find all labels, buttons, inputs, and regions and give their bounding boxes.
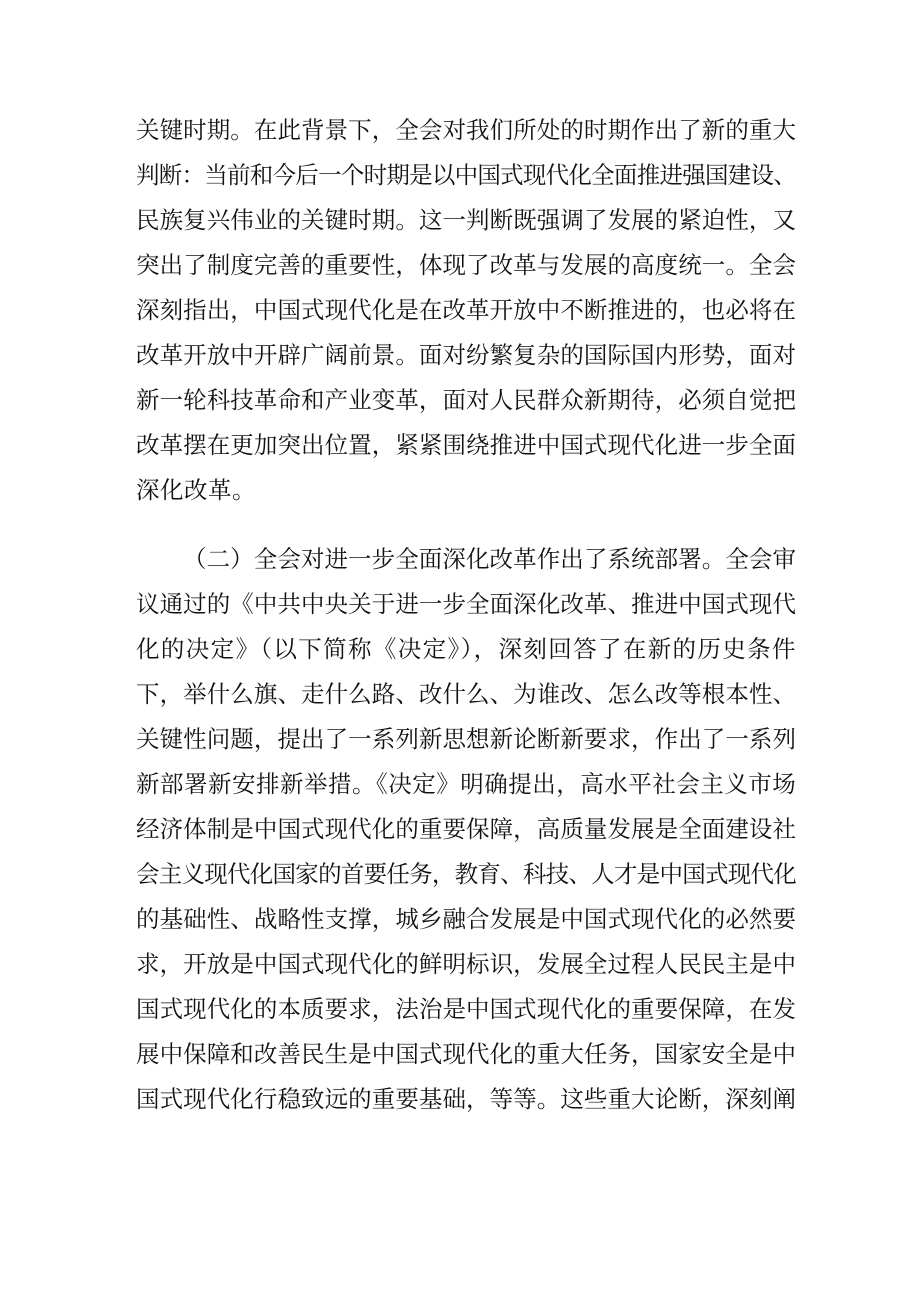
text-line: 深化改革。 (136, 476, 256, 504)
text-line: 深刻指出，中国式现代化是在改革开放中不断推进的，也必将在 (136, 296, 796, 324)
text-line: 民族复兴伟业的关键时期。这一判断既强调了发展的紧迫性，又 (136, 206, 796, 234)
text-line: 会主义现代化国家的首要任务，教育、科技、人才是中国式现代化 (136, 860, 796, 888)
text-line: 下，举什么旗、走什么路、改什么、为谁改、怎么改等根本性、 (136, 680, 796, 708)
text-line: 国式现代化行稳致远的重要基础，等等。这些重大论断，深刻阐 (136, 1085, 796, 1113)
text-line: 改革开放中开辟广阔前景。面对纷繁复杂的国际国内形势，面对 (136, 341, 796, 369)
text-line: （二）全会对进一步全面深化改革作出了系统部署。全会审 (183, 545, 796, 573)
text-line: 求，开放是中国式现代化的鲜明标识，发展全过程人民民主是中 (136, 950, 796, 978)
text-line: 经济体制是中国式现代化的重要保障，高质量发展是全面建设社 (136, 815, 796, 843)
text-line: 化的决定》（以下简称《决定》），深刻回答了在新的历史条件 (136, 635, 796, 663)
text-line: 新部署新安排新举措。《决定》明确提出，高水平社会主义市场 (136, 770, 797, 798)
text-line: 议通过的《中共中央关于进一步全面深化改革、推进中国式现代 (136, 590, 796, 618)
text-line: 关键时期。在此背景下，全会对我们所处的时期作出了新的重大 (136, 116, 796, 144)
text-line: 改革摆在更加突出位置，紧紧围绕推进中国式现代化进一步全面 (136, 431, 796, 459)
text-line: 判断：当前和今后一个时期是以中国式现代化全面推进强国建设、 (136, 161, 796, 189)
text-line: 展中保障和改善民生是中国式现代化的重大任务，国家安全是中 (136, 1040, 796, 1068)
text-line: 新一轮科技革命和产业变革，面对人民群众新期待，必须自觉把 (136, 386, 796, 414)
text-line: 突出了制度完善的重要性，体现了改革与发展的高度统一。全会 (136, 251, 796, 279)
text-line: 的基础性、战略性支撑，城乡融合发展是中国式现代化的必然要 (136, 905, 796, 933)
text-line: 关键性问题，提出了一系列新思想新论断新要求，作出了一系列 (136, 725, 796, 753)
text-line: 国式现代化的本质要求，法治是中国式现代化的重要保障，在发 (136, 995, 796, 1023)
